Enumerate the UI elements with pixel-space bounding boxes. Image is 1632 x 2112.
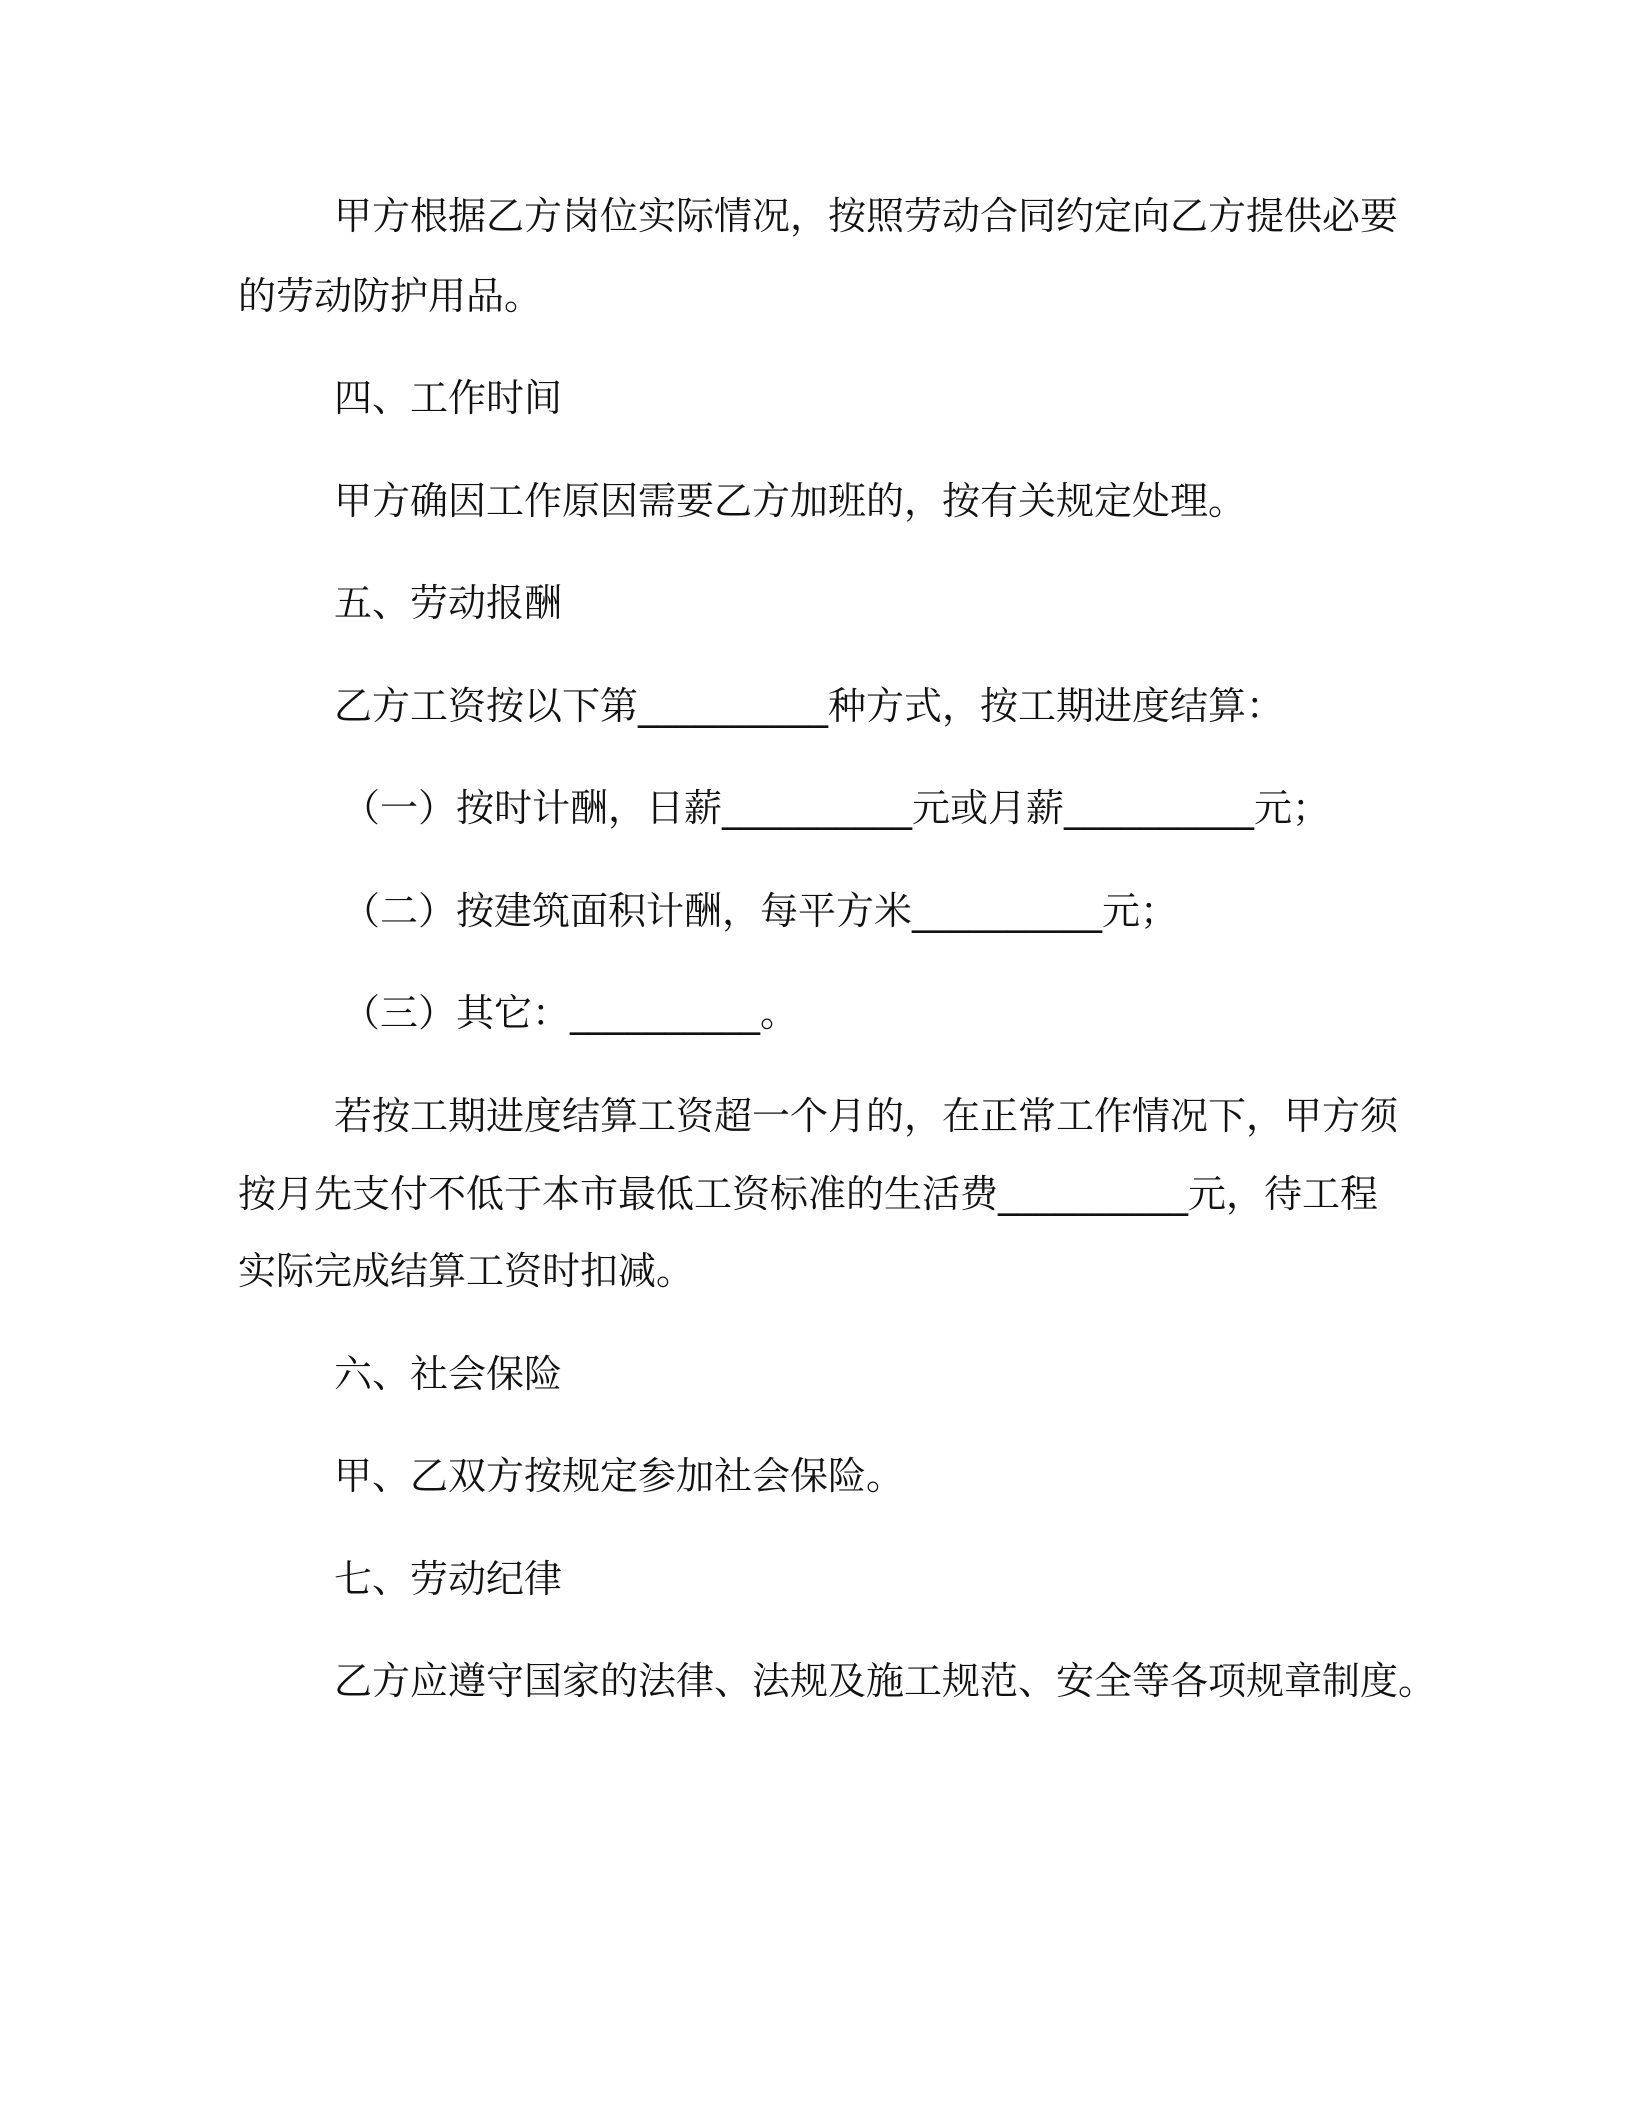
paragraph-labor-discipline: 乙方应遵守国家的法律、法规及施工规范、安全等各项规章制度。 bbox=[334, 1659, 1437, 1703]
paragraph-protective-equipment-line-1: 甲方根据乙方岗位实际情况，按照劳动合同约定向乙方提供必要 bbox=[334, 194, 1399, 238]
wage-option-time-based: （一）按时计酬，日薪__________元或月薪__________元； bbox=[342, 786, 1331, 830]
section-heading-work-time: 四、工作时间 bbox=[334, 376, 563, 420]
section-heading-labor-discipline: 七、劳动纪律 bbox=[334, 1557, 563, 1601]
paragraph-wage-method: 乙方工资按以下第__________种方式，按工期进度结算： bbox=[334, 684, 1285, 728]
paragraph-living-expense-line-2: 按月先支付不低于本市最低工资标准的生活费__________元，待工程 bbox=[238, 1172, 1379, 1216]
paragraph-living-expense-line-1: 若按工期进度结算工资超一个月的，在正常工作情况下，甲方须 bbox=[334, 1094, 1399, 1138]
paragraph-protective-equipment-line-2: 的劳动防护用品。 bbox=[238, 274, 543, 318]
paragraph-living-expense-line-3: 实际完成结算工资时扣减。 bbox=[238, 1249, 695, 1293]
wage-option-other: （三）其它：__________。 bbox=[342, 991, 799, 1035]
paragraph-overtime: 甲方确因工作原因需要乙方加班的，按有关规定处理。 bbox=[334, 479, 1247, 523]
section-heading-remuneration: 五、劳动报酬 bbox=[334, 581, 563, 625]
paragraph-social-insurance: 甲、乙双方按规定参加社会保险。 bbox=[334, 1454, 905, 1498]
section-heading-social-insurance: 六、社会保险 bbox=[334, 1352, 563, 1396]
wage-option-area-based: （二）按建筑面积计酬，每平方米__________元； bbox=[342, 889, 1179, 933]
